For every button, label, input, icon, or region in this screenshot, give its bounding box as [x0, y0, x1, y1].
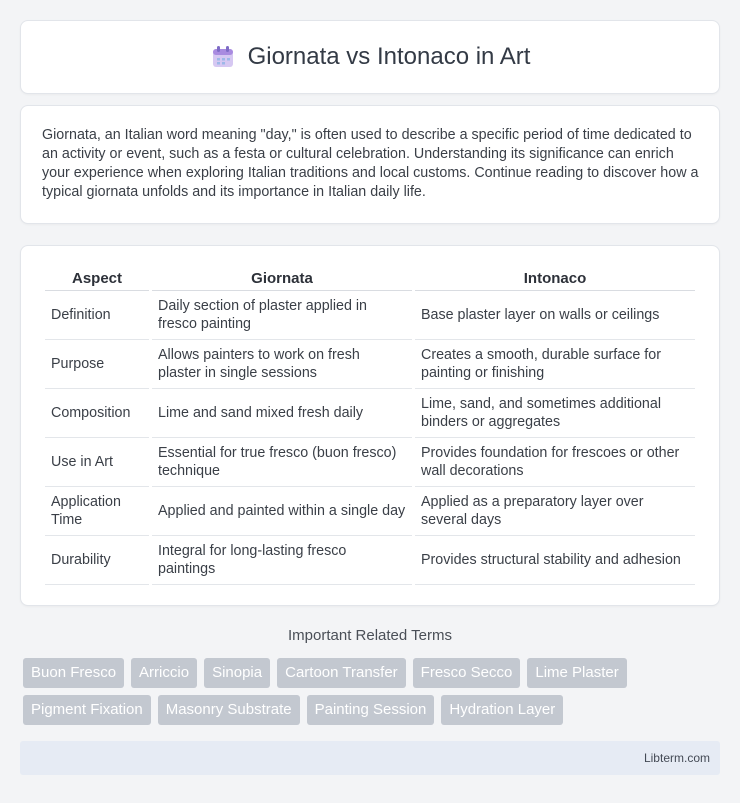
cell-giornata: Daily section of plaster applied in fresco painting — [152, 291, 412, 340]
related-terms-title: Important Related Terms — [288, 627, 452, 644]
cell-aspect: Application Time — [45, 487, 149, 536]
intro-text: Giornata, an Italian word meaning "day," is often used to describe a specific period of time dedicated to an activity or event, such as a festa or cultural celebration. Understanding its significance can enrich your experience when exploring Italian traditions and local customs. Continue reading to discover how a typical giornata unfolds and its importance in Italian daily life. — [42, 127, 699, 200]
cell-aspect: Use in Art — [45, 438, 149, 487]
cell-intonaco: Lime, sand, and sometimes additional binders or aggregates — [415, 389, 695, 438]
cell-giornata: Allows painters to work on fresh plaster in single sessions — [152, 340, 412, 389]
term-tag[interactable]: Hydration Layer — [441, 695, 563, 725]
cell-aspect: Definition — [45, 291, 149, 340]
cell-aspect: Purpose — [45, 340, 149, 389]
table-row — [45, 536, 695, 585]
term-tag[interactable]: Sinopia — [204, 658, 270, 688]
cell-intonaco: Applied as a preparatory layer over several days — [415, 487, 695, 536]
page-title: Giornata vs Intonaco in Art — [247, 43, 531, 70]
cell-intonaco: Base plaster layer on walls or ceilings — [415, 291, 695, 340]
comparison-table — [42, 266, 698, 585]
calendar-icon — [210, 44, 236, 70]
header-card — [20, 20, 720, 94]
cell-giornata: Integral for long-lasting fresco paintings — [152, 536, 412, 585]
term-tag[interactable]: Fresco Secco — [413, 658, 521, 688]
term-tag[interactable]: Pigment Fixation — [23, 695, 151, 725]
related-terms-list — [20, 658, 720, 725]
term-tag[interactable]: Lime Plaster — [527, 658, 626, 688]
footer-brand-link[interactable]: Libterm.com — [643, 751, 710, 765]
table-row — [45, 487, 695, 536]
term-tag[interactable]: Cartoon Transfer — [277, 658, 406, 688]
column-header-aspect: Aspect — [45, 266, 149, 291]
term-tag[interactable]: Buon Fresco — [23, 658, 124, 688]
table-header-row — [45, 266, 695, 291]
table-row — [45, 389, 695, 438]
term-tag[interactable]: Painting Session — [307, 695, 435, 725]
cell-aspect: Composition — [45, 389, 149, 438]
cell-aspect: Durability — [45, 536, 149, 585]
term-tag[interactable]: Masonry Substrate — [158, 695, 300, 725]
table-row — [45, 340, 695, 389]
intro-card — [20, 105, 720, 224]
footer — [20, 741, 720, 775]
table-row — [45, 438, 695, 487]
table-row — [45, 291, 695, 340]
cell-intonaco: Provides structural stability and adhesion — [415, 536, 695, 585]
cell-giornata: Essential for true fresco (buon fresco) technique — [152, 438, 412, 487]
column-header-intonaco: Intonaco — [415, 266, 695, 291]
term-tag[interactable]: Arriccio — [131, 658, 197, 688]
cell-giornata: Lime and sand mixed fresh daily — [152, 389, 412, 438]
cell-intonaco: Creates a smooth, durable surface for painting or finishing — [415, 340, 695, 389]
column-header-giornata: Giornata — [152, 266, 412, 291]
cell-intonaco: Provides foundation for frescoes or other wall decorations — [415, 438, 695, 487]
cell-giornata: Applied and painted within a single day — [152, 487, 412, 536]
comparison-card — [20, 245, 720, 606]
